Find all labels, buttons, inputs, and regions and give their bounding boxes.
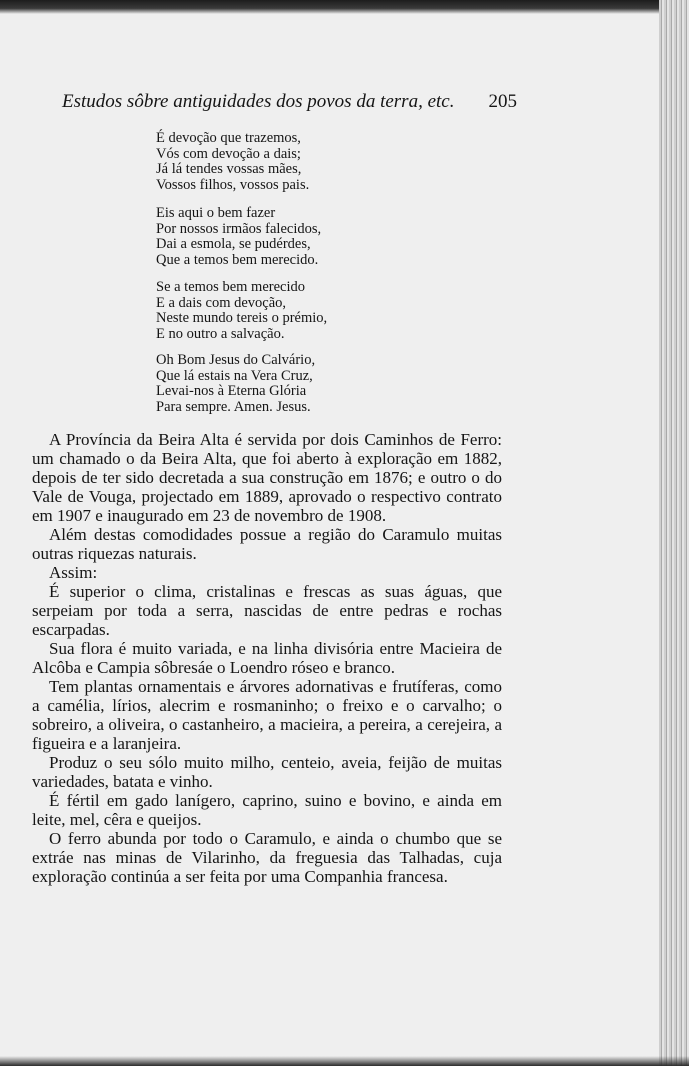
paragraph: Produz o seu sólo muito milho, centeio, aveia, feijão de muitas variedades, batata e vinho. bbox=[32, 753, 502, 791]
verse-line: Dai a esmola, se pudérdes, bbox=[156, 236, 311, 252]
verse-line: Neste mundo tereis o prémio, bbox=[156, 310, 328, 326]
verse-stanza bbox=[156, 353, 376, 415]
verse-line: Oh Bom Jesus do Calvário, bbox=[156, 352, 316, 368]
verse-stanza bbox=[156, 280, 376, 342]
verse-line: Vossos filhos, vossos pais. bbox=[156, 176, 310, 193]
verse-stanza bbox=[156, 206, 376, 268]
verse-line: Para sempre. Amen. Jesus. bbox=[156, 398, 311, 415]
verse-line: Eis aqui o bem fazer bbox=[156, 205, 276, 221]
paragraph: A Província da Beira Alta é servida por dois Caminhos de Ferro: um chamado o da Beira Alta, que foi aberto à exploração em 1882, depois de ter sido decretada a sua construção em 1876; e outro o do Vale de Vouga, projectado em 1889, aprovado o respectivo contrato em 1907 e inaugurado em 23 de novembro de 1908. bbox=[32, 430, 502, 525]
verse-line: Vós com devoção a dais; bbox=[156, 145, 301, 162]
verse-line: Por nossos irmãos falecidos, bbox=[156, 220, 322, 237]
verse-line: Já lá tendes vossas mães, bbox=[156, 161, 302, 177]
verse-line: Que lá estais na Vera Cruz, bbox=[156, 367, 313, 384]
page-top-shadow bbox=[0, 0, 689, 14]
page-number: 205 bbox=[488, 91, 517, 112]
paragraph: Assim: bbox=[49, 563, 98, 582]
running-title: Estudos sôbre antiguidades dos povos da terra, etc. bbox=[62, 91, 455, 112]
page-bottom-shadow bbox=[0, 1056, 689, 1066]
paragraph: Tem plantas ornamentais e árvores adornativas e frutíferas, como a camélia, lírios, alecrim e rosmaninho; o freixo e o carvalho; o sobreiro, a oliveira, o castanheiro, a macieira, a pereira, a cerejeira, a figueira e a laranjeira. bbox=[32, 677, 502, 753]
paragraph: O ferro abunda por todo o Caramulo, e ainda o chumbo que se extráe nas minas de Vilarinho, da freguesia das Talhadas, cuja exploração continúa a ser feita por uma Companhia francesa. bbox=[32, 829, 502, 886]
verse-line: Que a temos bem merecido. bbox=[156, 251, 319, 268]
verse-line: Se a temos bem merecido bbox=[156, 279, 305, 295]
verse-line: É devoção que trazemos, bbox=[156, 130, 301, 146]
verse-stanza bbox=[156, 131, 376, 193]
page-edge-stack bbox=[659, 0, 689, 1066]
running-header bbox=[62, 91, 517, 115]
paragraph: Sua flora é muito variada, e na linha divisória entre Macieira de Alcôba e Campia sôbresáe o Loendro róseo e branco. bbox=[32, 639, 502, 677]
paragraph: É fértil em gado lanígero, caprino, suino e bovino, e ainda em leite, mel, cêra e queijos. bbox=[32, 791, 502, 829]
body-text bbox=[32, 430, 502, 886]
paragraph: É superior o clima, cristalinas e frescas as suas águas, que serpeiam por toda a serra, nascidas de entre pedras e rochas escarpadas. bbox=[32, 582, 502, 639]
verse-line: E no outro a salvação. bbox=[156, 325, 285, 342]
verse-line: E a dais com devoção, bbox=[156, 294, 287, 311]
paragraph: Além destas comodidades possue a região do Caramulo muitas outras riquezas naturais. bbox=[32, 525, 502, 563]
verse-line: Levai-nos à Eterna Glória bbox=[156, 383, 307, 399]
